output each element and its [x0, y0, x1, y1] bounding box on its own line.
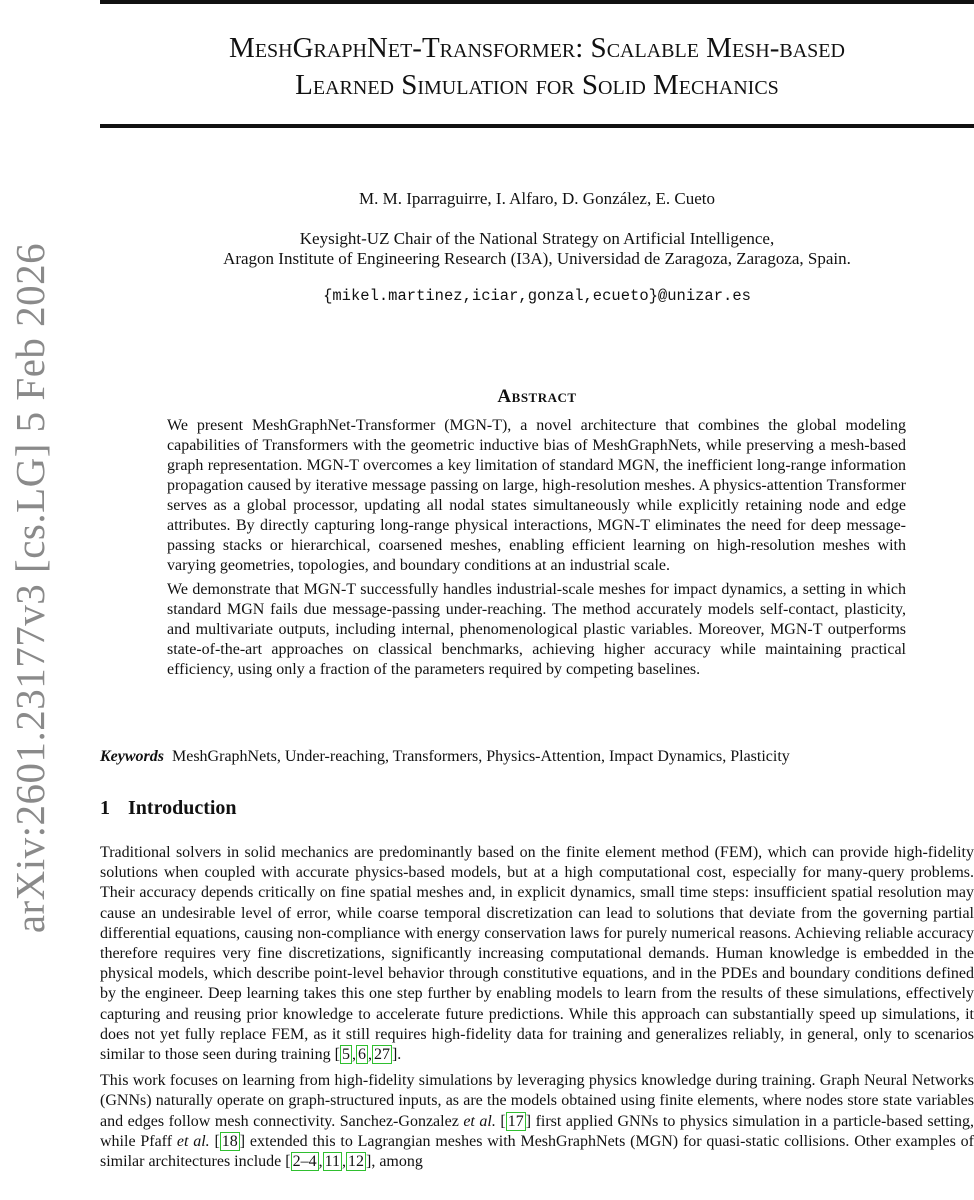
intro-p2-text-d: ], among — [366, 1153, 423, 1171]
intro-p2-text-a: This work focuses on learning from high-fidelity simulations by leveraging physics knowledge during training. Graph Neural Networks (GNNs) naturally operate on graph-structured inputs, as are the models obtained using finite elements, where nodes store state variables and edges follow mesh connectivity. Sanchez-Gonzalez — [100, 1072, 974, 1130]
intro-paragraph-2: This work focuses on learning from high-fidelity simulations by leveraging physics knowledge during training. Graph Neural Networks (GNNs) naturally operate on graph-structured inputs, as are the models obtained using finite elements, where nodes store state variables and edges follow mesh connectivity. Sanchez-Gonzalez et al. [ 17 ] first applied GNNs to physics simulation in a particle-based setting, while Pfaff et al. [ 18 ] extended this to Lagrangian meshes with MeshGraphNets (MGN) for quasi-static collisions. Other examples of similar architectures include [ 2–4 , 11 , 12 ], among — [100, 1072, 974, 1171]
citation-link[interactable]: 11 — [324, 1153, 340, 1171]
affiliation-line-2: Aragon Institute of Engineering Research (I3A), Universidad de Zaragoza, Zaragoza, Spain. — [223, 249, 851, 268]
intro-p1-end: ]. — [391, 1046, 402, 1064]
et-al-text: et al. — [176, 1132, 210, 1150]
paper-title — [100, 30, 974, 104]
abstract-paragraph-2: We demonstrate that MGN-T successfully handles industrial-scale meshes for impact dynamics, a setting in which standard MGN fails due message-passing under-reaching. The method accurately models self-contact, plasticity, and multivariate outputs, including internal, phenomenological plastic variables. Moreover, MGN-T outperforms state-of-the-art approaches on classical benchmarks, achieving higher accuracy while maintaining practical efficiency, using only a fraction of the parameters required by competing baselines. — [167, 581, 906, 678]
citation-link[interactable]: 6 — [357, 1046, 366, 1064]
section-number: 1 — [100, 797, 110, 819]
intro-p2-text-c: extended this to Lagrangian meshes with MeshGraphNets (MGN) for quasi-static collisions. Other examples of similar architectures include [ — [100, 1132, 974, 1171]
title-top-rule — [100, 0, 974, 4]
arxiv-identifier-stamp: arXiv:2601.23177v3 [cs.LG] 5 Feb 2026 — [7, 242, 53, 934]
title-line-1: MeshGraphNet-Transformer: Scalable Mesh-based — [229, 32, 845, 64]
citation-link[interactable]: 17 — [507, 1112, 524, 1130]
title-line-2: Learned Simulation for Solid Mechanics — [295, 69, 779, 101]
abstract-paragraph-1: We present MeshGraphNet-Transformer (MGN-T), a novel architecture that combines the global modeling capabilities of Transformers with the geometric inductive bias of MeshGraphNets, while preserving a mesh-based graph representation. MGN-T overcomes a key limitation of standard MGN, the inefficient long-range information propagation caused by iterative message passing on large, high-resolution meshes. A physics-attention Transformer serves as a global processor, updating all nodal states simultaneously while explicitly retaining node and edge attributes. By directly capturing long-range physical interactions, MGN-T eliminates the need for deep message-passing stacks or hierarchical, coarsened meshes, enabling efficient learning on high-resolution meshes with varying geometries, topologies, and boundary conditions at an industrial scale. — [167, 417, 906, 574]
affiliation-line-1: Keysight-UZ Chair of the National Strategy on Artificial Intelligence, — [299, 229, 775, 248]
keywords-text: MeshGraphNets, Under-reaching, Transformers, Physics-Attention, Impact Dynamics, Plasticity — [172, 748, 790, 765]
intro-p1-text: Traditional solvers in solid mechanics are predominantly based on the finite element method (FEM), which can provide high-fidelity solutions when coupled with accurate physics-based models, but at a high computational cost, especially for many-query problems. Their accuracy depends critically on fine spatial meshes and, in explicit dynamics, small time steps: insufficient spatial resolution may cause an undesirable level of error, while coarse temporal discretization can lead to solutions that deviate from the governing partial differential equations, causing non-compliance with energy conservation laws for purely numerical reasons. Achieving reliable accuracy therefore requires very fine discretizations, significantly increasing computational demands. Human knowledge is embedded in the physical models, which describe point-level behavior through constitutive equations, and in the PDEs and boundary conditions defined by the engineer. Deep learning takes this one step further by enabling models to learn from the results of these simulations, effectively capturing and reusing prior knowledge to accelerate future predictions. While this approach can substantially speed up simulations, it does not yet fully replace FEM, as it still requires high-fidelity data for training and generalizes reliably, in general, only to scenarios similar to those seen during training [ — [100, 844, 974, 1064]
intro-p2-text-b: first applied GNNs to physics simulation in a particle-based setting, while Pfaff — [100, 1112, 974, 1150]
introduction-body — [100, 843, 974, 1172]
citation-link[interactable]: 27 — [373, 1046, 390, 1064]
author-list: M. M. Iparraguirre, I. Alfaro, D. González, E. Cueto — [359, 189, 715, 208]
citation-link[interactable]: 2–4 — [292, 1153, 317, 1171]
author-emails: {mikel.martinez,iciar,gonzal,ecueto}@unizar.es — [323, 287, 751, 305]
keywords-line — [100, 747, 974, 767]
abstract-body — [167, 416, 906, 680]
keywords-label: Keywords — [100, 748, 164, 765]
citation-link[interactable]: 12 — [348, 1153, 364, 1171]
abstract-heading: Abstract — [497, 386, 577, 407]
section-heading-introduction — [100, 797, 237, 820]
title-bottom-rule — [100, 124, 974, 128]
citation-link[interactable]: 18 — [221, 1132, 238, 1150]
section-title: Introduction — [128, 797, 237, 819]
intro-paragraph-1: Traditional solvers in solid mechanics are predominantly based on the finite element method (FEM), which can provide high-fidelity solutions when coupled with accurate physics-based models, but at a high computational cost, especially for many-query problems. Their accuracy depends critically on fine spatial meshes and, in explicit dynamics, small time steps: insufficient spatial resolution may cause an undesirable level of error, while coarse temporal discretization can lead to solutions that deviate from the governing partial differential equations, causing non-compliance with energy conservation laws for purely numerical reasons. Achieving reliable accuracy therefore requires very fine discretizations, significantly increasing computational demands. Human knowledge is embedded in the physical models, which describe point-level behavior through constitutive equations, and in the PDEs and boundary conditions defined by the engineer. Deep learning takes this one step further by enabling models to learn from the results of these simulations, effectively capturing and reusing prior knowledge to accelerate future predictions. While this approach can substantially speed up simulations, it does not yet fully replace FEM, as it still requires high-fidelity data for training and generalizes reliably, in general, only to scenarios similar to those seen during training [ 5 , 6 , 27 ]. — [100, 844, 974, 1064]
et-al-text: et al. — [463, 1112, 496, 1130]
citation-link[interactable]: 5 — [341, 1046, 350, 1064]
